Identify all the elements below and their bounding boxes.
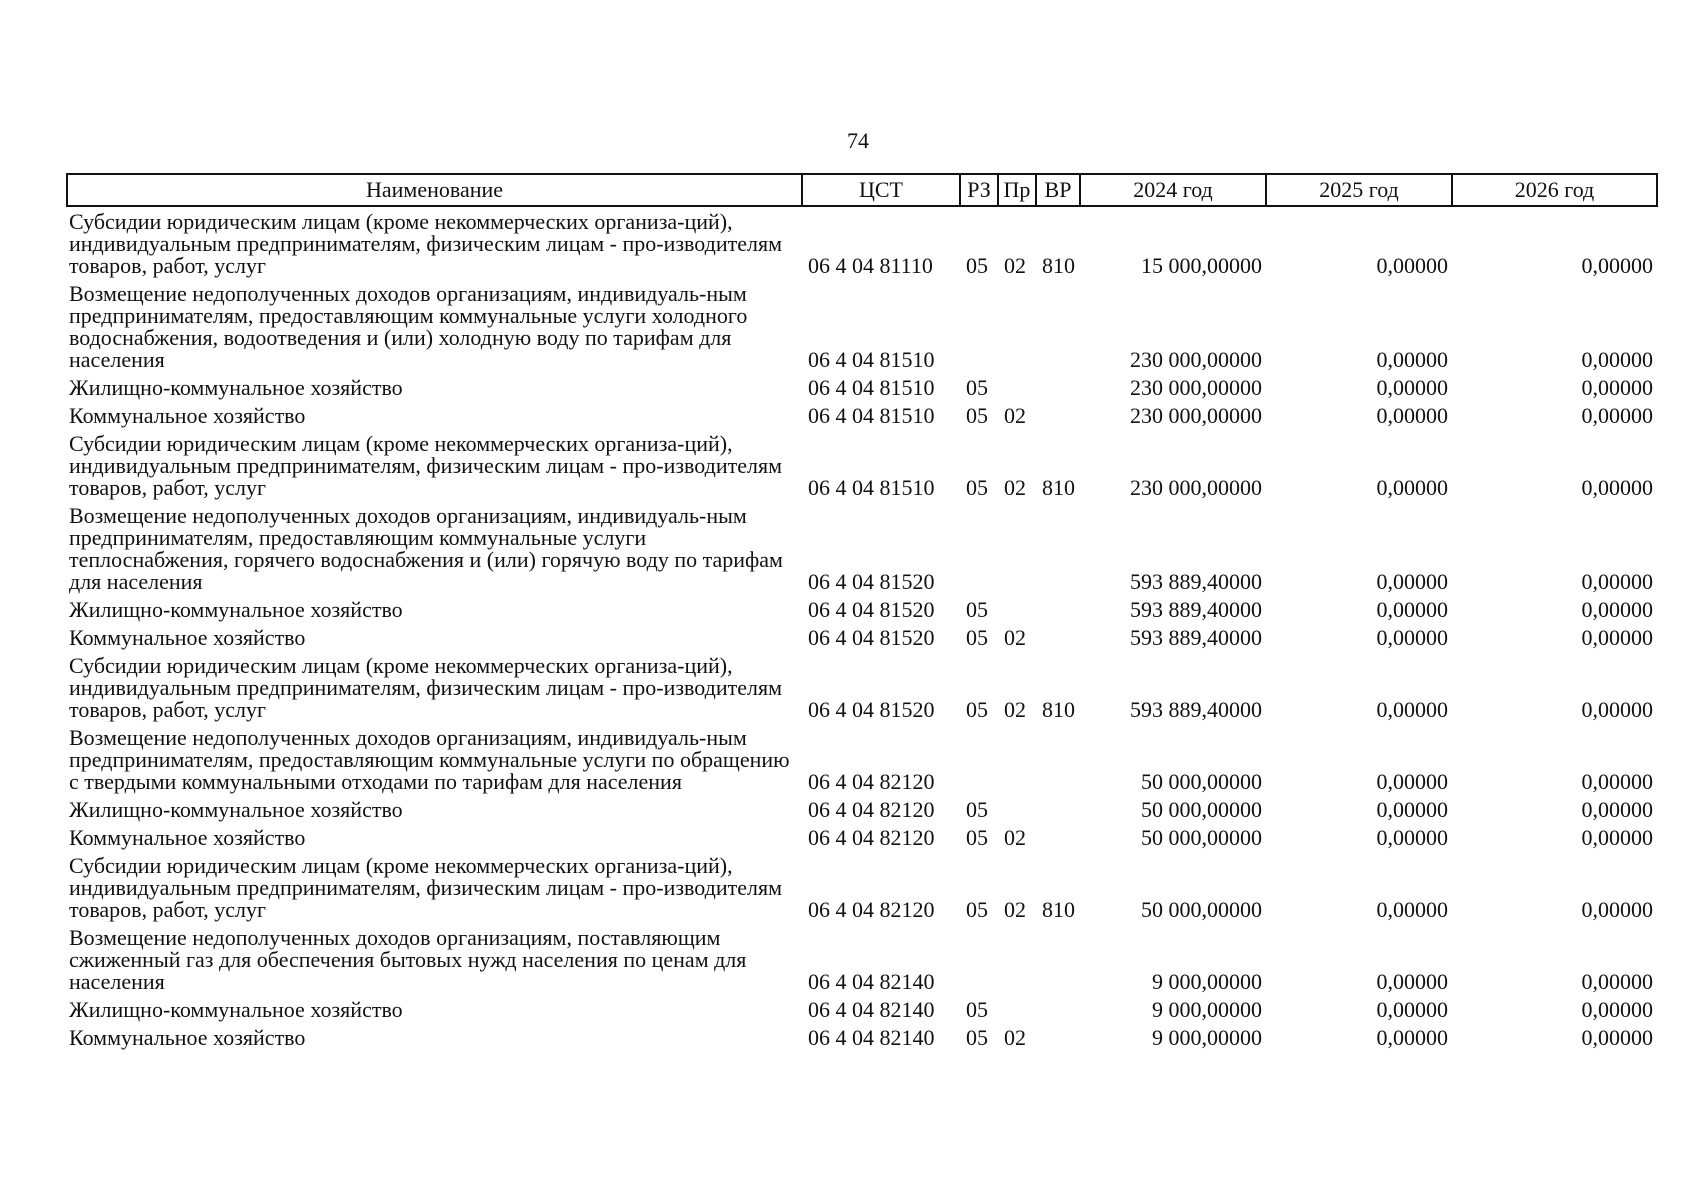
cell-2026: 0,00000 (1581, 475, 1653, 500)
cell-2024: 593 889,40000 (1130, 697, 1262, 722)
cell-pr: 02 (1004, 475, 1026, 500)
cell-name: Жилищно-коммунальное хозяйство (69, 597, 403, 622)
cell-2024: 50 000,00000 (1141, 797, 1262, 822)
cell-cst: 06 4 04 81520 (808, 697, 935, 722)
cell-vr (1036, 597, 1080, 625)
cell-2026: 0,00000 (1581, 347, 1653, 372)
cell-2026: 0,00000 (1581, 997, 1653, 1022)
cell-vr (1036, 375, 1080, 403)
cell-2025: 0,00000 (1376, 597, 1448, 622)
cell-name: Возмещение недополученных доходов организациям, индивидуаль-ным предпринимателям, предоставляющим коммунальные услуги холодного водоснабжения, водоотведения и (или) холодную воду по тарифам для населения (69, 281, 748, 372)
cell-rz: 05 (966, 1025, 988, 1050)
cell-2026: 0,00000 (1581, 769, 1653, 794)
cell-name: Коммунальное хозяйство (69, 403, 306, 428)
cell-2025: 0,00000 (1376, 475, 1448, 500)
cell-2024: 15 000,00000 (1141, 253, 1262, 278)
header-name: Наименование (67, 174, 802, 206)
cell-pr: 02 (1004, 403, 1026, 428)
table-row (67, 403, 1657, 431)
cell-2024: 230 000,00000 (1130, 475, 1262, 500)
cell-cst: 06 4 04 82140 (808, 997, 935, 1022)
cell-vr (1036, 1025, 1080, 1053)
header-vr: ВР (1036, 174, 1080, 206)
table-row (67, 281, 1657, 375)
cell-rz: 05 (966, 997, 988, 1022)
cell-vr (1036, 925, 1080, 997)
table-row (67, 825, 1657, 853)
cell-2026: 0,00000 (1581, 569, 1653, 594)
cell-rz (960, 281, 998, 375)
cell-2025: 0,00000 (1376, 897, 1448, 922)
cell-vr (1036, 625, 1080, 653)
cell-rz: 05 (966, 825, 988, 850)
cell-2026: 0,00000 (1581, 403, 1653, 428)
cell-rz: 05 (966, 403, 988, 428)
cell-rz: 05 (966, 253, 988, 278)
cell-rz: 05 (966, 697, 988, 722)
cell-pr: 02 (1004, 897, 1026, 922)
table-row (67, 1025, 1657, 1053)
cell-name: Коммунальное хозяйство (69, 625, 306, 650)
cell-pr (998, 503, 1036, 597)
cell-2024: 9 000,00000 (1152, 1025, 1262, 1050)
cell-name: Жилищно-коммунальное хозяйство (69, 375, 403, 400)
cell-2025: 0,00000 (1376, 625, 1448, 650)
cell-2025: 0,00000 (1376, 997, 1448, 1022)
cell-rz: 05 (966, 797, 988, 822)
cell-cst: 06 4 04 81510 (808, 347, 935, 372)
cell-2025: 0,00000 (1376, 797, 1448, 822)
cell-cst: 06 4 04 81510 (808, 403, 935, 428)
cell-2024: 50 000,00000 (1141, 897, 1262, 922)
cell-vr: 810 (1042, 897, 1075, 922)
cell-2025: 0,00000 (1376, 569, 1448, 594)
cell-2025: 0,00000 (1376, 969, 1448, 994)
header-cst: ЦСТ (802, 174, 960, 206)
cell-name: Возмещение недополученных доходов организациям, индивидуаль-ным предпринимателям, предоставляющим коммунальные услуги по обращению с твердыми коммунальными отходами по тарифам для населения (69, 725, 790, 794)
cell-2024: 50 000,00000 (1141, 825, 1262, 850)
cell-rz: 05 (966, 375, 988, 400)
cell-pr: 02 (1004, 825, 1026, 850)
cell-vr: 810 (1042, 475, 1075, 500)
cell-rz: 05 (966, 597, 988, 622)
cell-2026: 0,00000 (1581, 375, 1653, 400)
cell-cst: 06 4 04 81520 (808, 625, 935, 650)
cell-rz (960, 503, 998, 597)
table-row (67, 725, 1657, 797)
cell-vr (1036, 797, 1080, 825)
cell-2026: 0,00000 (1581, 797, 1653, 822)
cell-2026: 0,00000 (1581, 825, 1653, 850)
cell-name: Коммунальное хозяйство (69, 1025, 306, 1050)
cell-2026: 0,00000 (1581, 1025, 1653, 1050)
cell-2024: 230 000,00000 (1130, 347, 1262, 372)
cell-vr (1036, 403, 1080, 431)
cell-2024: 593 889,40000 (1130, 569, 1262, 594)
table-row (67, 503, 1657, 597)
cell-2024: 230 000,00000 (1130, 375, 1262, 400)
cell-name: Жилищно-коммунальное хозяйство (69, 997, 403, 1022)
cell-name: Возмещение недополученных доходов организациям, индивидуаль-ным предпринимателям, предоставляющим коммунальные услуги теплоснабжения, горячего водоснабжения и (или) горячую воду по тарифам для населения (69, 503, 783, 594)
cell-cst: 06 4 04 82120 (808, 769, 935, 794)
cell-2024: 593 889,40000 (1130, 625, 1262, 650)
header-2024: 2024 год (1080, 174, 1266, 206)
cell-2025: 0,00000 (1376, 1025, 1448, 1050)
cell-pr: 02 (1004, 253, 1026, 278)
cell-rz (960, 925, 998, 997)
header-pr: Пр (998, 174, 1036, 206)
cell-name: Жилищно-коммунальное хозяйство (69, 797, 403, 822)
cell-cst: 06 4 04 81510 (808, 375, 935, 400)
cell-vr (1036, 725, 1080, 797)
cell-name: Субсидии юридическим лицам (кроме некоммерческих организа-ций), индивидуальным предпринимателям, физическим лицам - про-изводителям товаров, работ, услуг (69, 853, 783, 922)
cell-name: Субсидии юридическим лицам (кроме некоммерческих организа-ций), индивидуальным предпринимателям, физическим лицам - про-изводителям товаров, работ, услуг (69, 209, 783, 278)
cell-rz: 05 (966, 625, 988, 650)
cell-2024: 9 000,00000 (1152, 969, 1262, 994)
cell-2025: 0,00000 (1376, 697, 1448, 722)
cell-2026: 0,00000 (1581, 597, 1653, 622)
table-row (67, 625, 1657, 653)
table-row (67, 653, 1657, 725)
cell-cst: 06 4 04 81110 (808, 253, 933, 278)
cell-2024: 50 000,00000 (1141, 769, 1262, 794)
header-rz: РЗ (960, 174, 998, 206)
cell-pr (998, 597, 1036, 625)
cell-name: Возмещение недополученных доходов организациям, поставляющим сжиженный газ для обеспечения бытовых нужд населения по ценам для населения (69, 925, 747, 994)
table-row (67, 597, 1657, 625)
cell-cst: 06 4 04 81520 (808, 569, 935, 594)
cell-2025: 0,00000 (1376, 825, 1448, 850)
cell-cst: 06 4 04 82140 (808, 969, 935, 994)
cell-pr (998, 925, 1036, 997)
cell-pr (998, 281, 1036, 375)
cell-pr (998, 375, 1036, 403)
cell-pr: 02 (1004, 1025, 1026, 1050)
cell-cst: 06 4 04 82120 (808, 797, 935, 822)
cell-pr: 02 (1004, 625, 1026, 650)
cell-2026: 0,00000 (1581, 625, 1653, 650)
cell-2026: 0,00000 (1581, 897, 1653, 922)
cell-rz (960, 725, 998, 797)
cell-2025: 0,00000 (1376, 375, 1448, 400)
budget-table (66, 173, 1658, 1053)
header-2025: 2025 год (1266, 174, 1452, 206)
cell-rz: 05 (966, 475, 988, 500)
cell-pr (998, 797, 1036, 825)
header-2026: 2026 год (1452, 174, 1657, 206)
cell-2025: 0,00000 (1376, 347, 1448, 372)
cell-vr (1036, 503, 1080, 597)
cell-cst: 06 4 04 82140 (808, 1025, 935, 1050)
cell-vr (1036, 997, 1080, 1025)
cell-cst: 06 4 04 82120 (808, 825, 935, 850)
cell-2024: 230 000,00000 (1130, 403, 1262, 428)
table-body (67, 206, 1657, 1053)
cell-pr (998, 725, 1036, 797)
table-row (67, 206, 1657, 281)
cell-2024: 593 889,40000 (1130, 597, 1262, 622)
cell-2024: 9 000,00000 (1152, 997, 1262, 1022)
table-row (67, 997, 1657, 1025)
cell-vr (1036, 281, 1080, 375)
table-row (67, 375, 1657, 403)
table-header-row (67, 174, 1657, 206)
page-number: 74 (847, 128, 869, 153)
cell-rz: 05 (966, 897, 988, 922)
cell-pr: 02 (1004, 697, 1026, 722)
cell-vr: 810 (1042, 253, 1075, 278)
cell-2026: 0,00000 (1581, 253, 1653, 278)
cell-name: Коммунальное хозяйство (69, 825, 306, 850)
cell-pr (998, 997, 1036, 1025)
cell-vr (1036, 825, 1080, 853)
cell-cst: 06 4 04 81510 (808, 475, 935, 500)
cell-2025: 0,00000 (1376, 769, 1448, 794)
cell-2026: 0,00000 (1581, 969, 1653, 994)
cell-cst: 06 4 04 81520 (808, 597, 935, 622)
table-row (67, 431, 1657, 503)
cell-name: Субсидии юридическим лицам (кроме некоммерческих организа-ций), индивидуальным предпринимателям, физическим лицам - про-изводителям товаров, работ, услуг (69, 653, 783, 722)
cell-vr: 810 (1042, 697, 1075, 722)
cell-2025: 0,00000 (1376, 253, 1448, 278)
cell-2026: 0,00000 (1581, 697, 1653, 722)
cell-name: Субсидии юридическим лицам (кроме некоммерческих организа-ций), индивидуальным предпринимателям, физическим лицам - про-изводителям товаров, работ, услуг (69, 431, 783, 500)
cell-2025: 0,00000 (1376, 403, 1448, 428)
table-row (67, 925, 1657, 997)
cell-cst: 06 4 04 82120 (808, 897, 935, 922)
table-row (67, 853, 1657, 925)
table-row (67, 797, 1657, 825)
